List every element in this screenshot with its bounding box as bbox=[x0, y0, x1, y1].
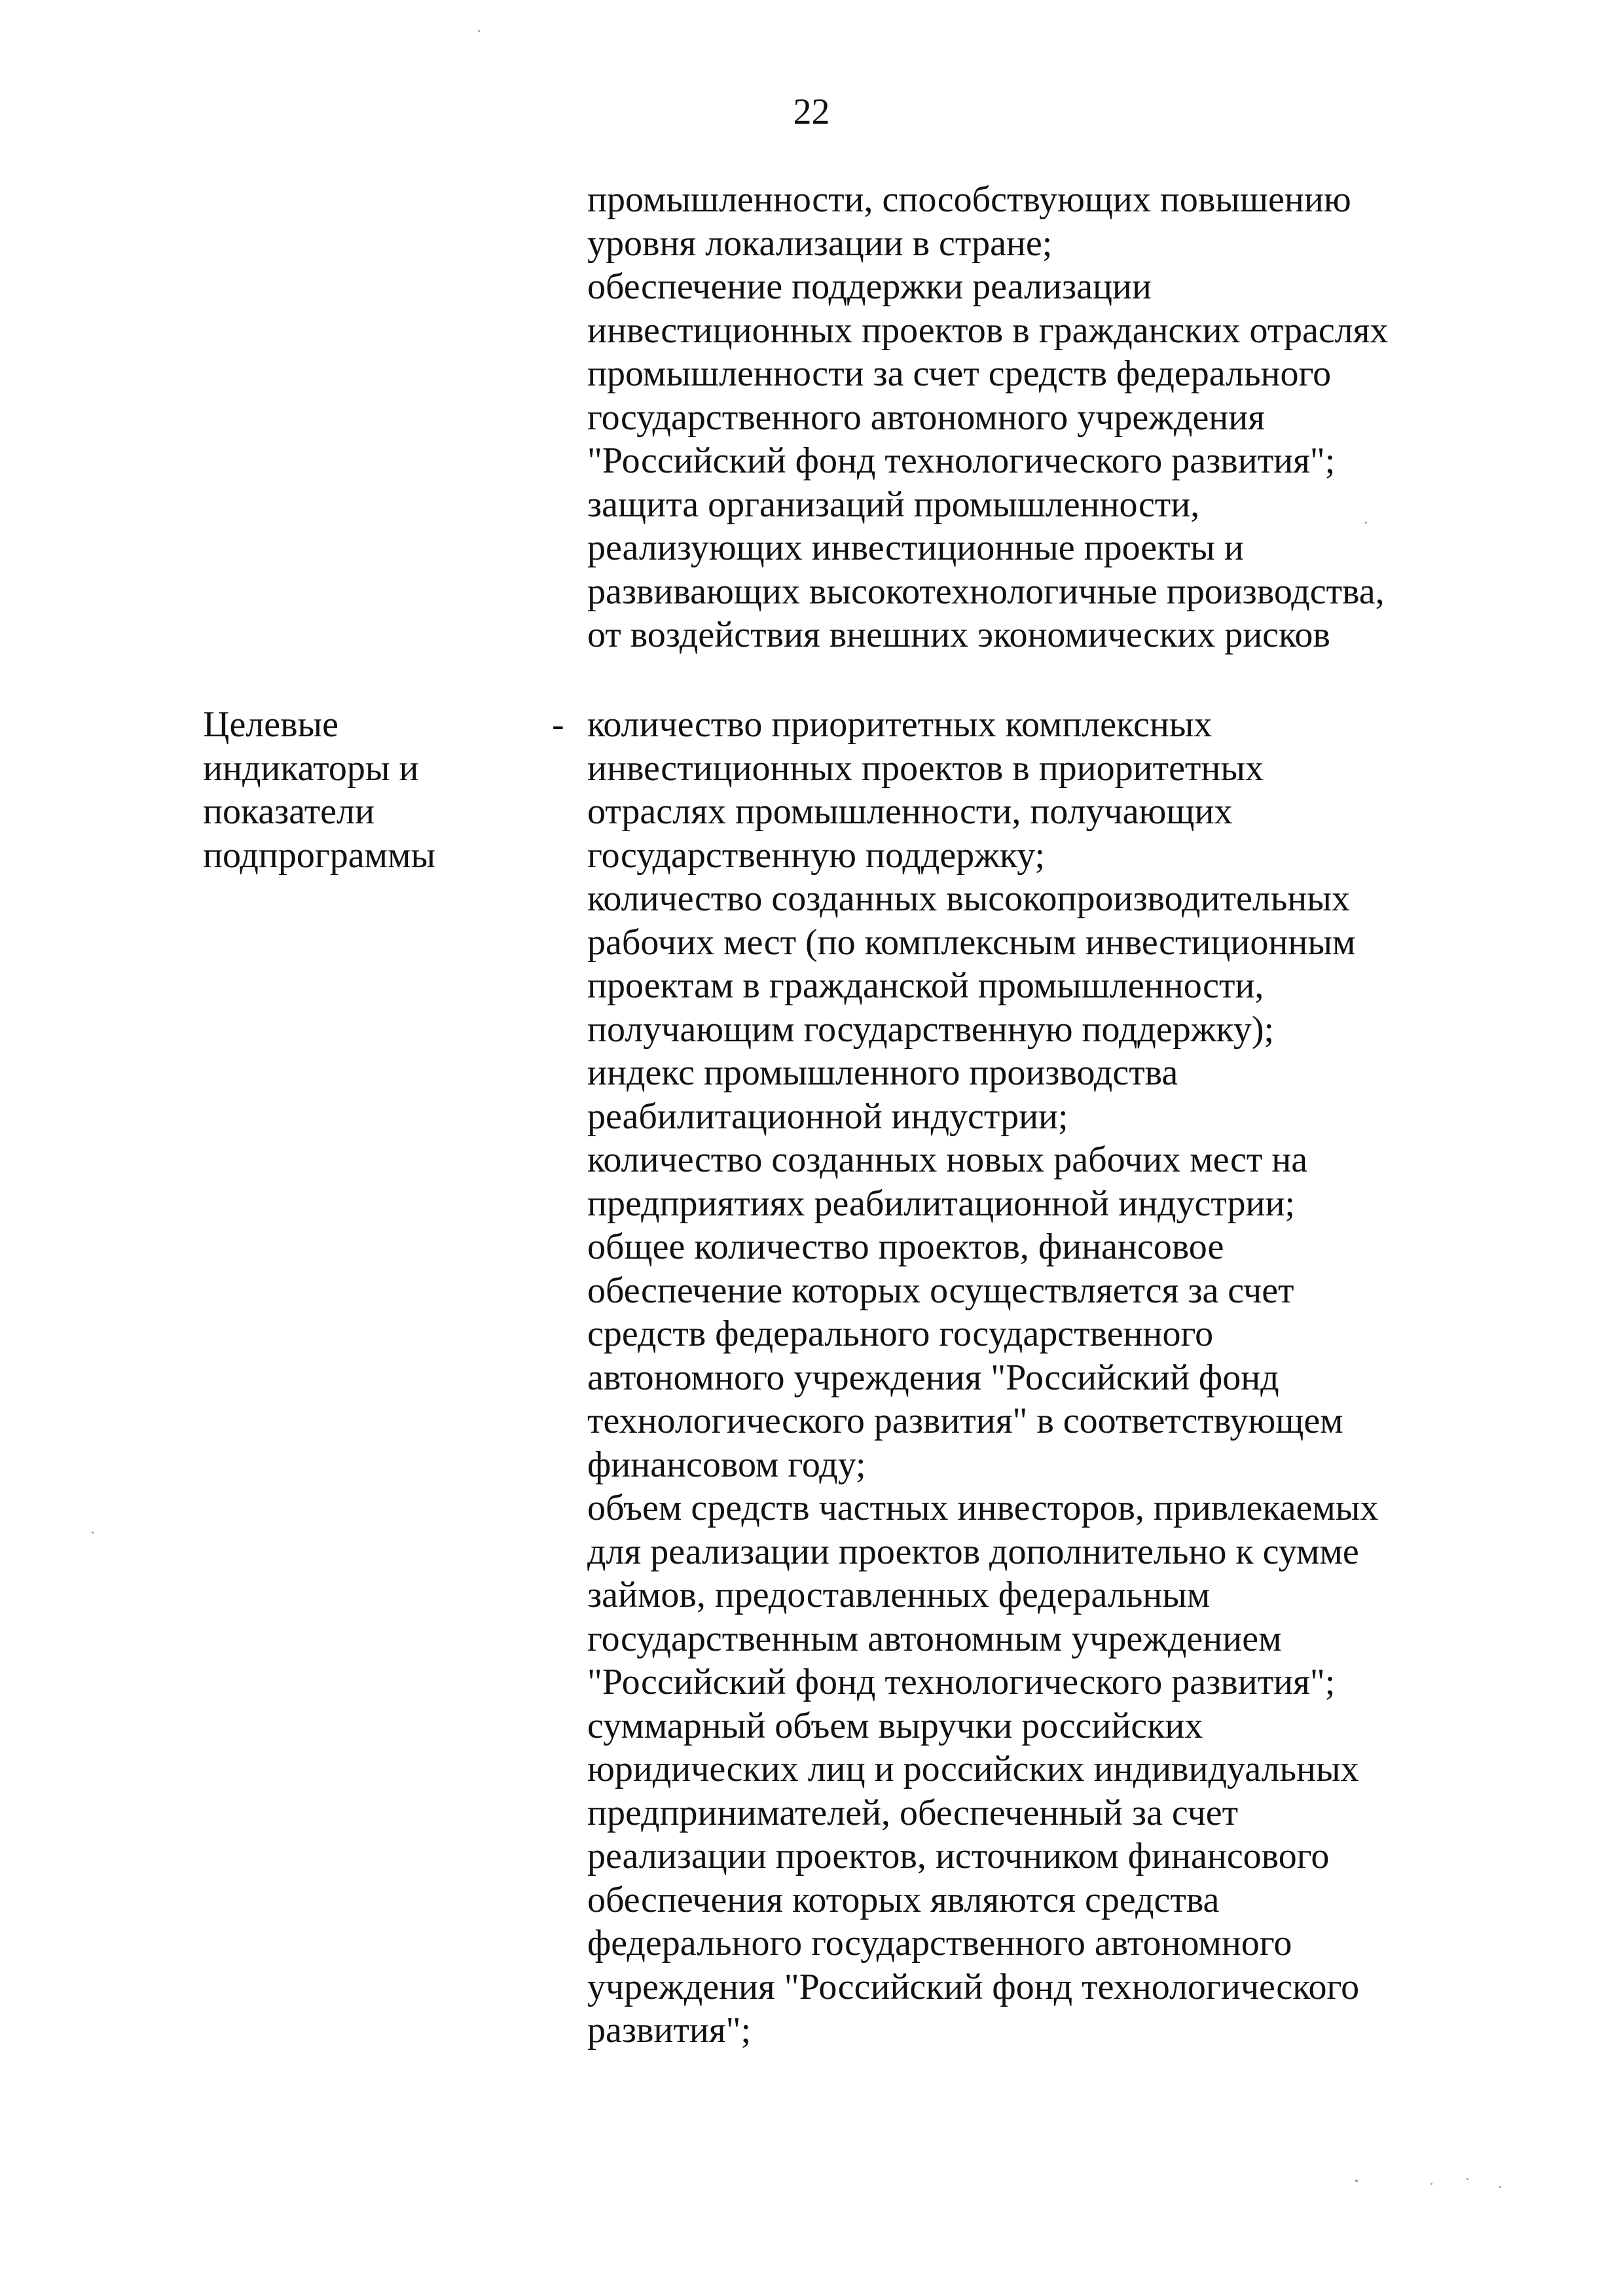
text-line: общее количество проектов, финансовое bbox=[587, 1227, 1224, 1267]
scan-speck bbox=[1467, 2178, 1468, 2180]
text-line: "Российский фонд технологического развития"; bbox=[587, 440, 1336, 481]
text-line: инвестиционных проектов в приоритетных bbox=[587, 747, 1264, 789]
scan-speck bbox=[478, 30, 480, 32]
label-dash: - bbox=[552, 704, 564, 745]
text-line: учреждения "Российский фонд технологического bbox=[587, 1966, 1360, 2007]
indicators-section-label bbox=[203, 703, 435, 877]
text-line: реализации проектов, источником финансового bbox=[587, 1836, 1330, 1876]
label-line: подпрограммы bbox=[203, 834, 436, 876]
indicators-text bbox=[587, 703, 1530, 2053]
text-line: количество созданных новых рабочих мест на bbox=[587, 1139, 1308, 1180]
text-line: получающим государственную поддержку); bbox=[587, 1009, 1275, 1050]
text-line: предприятиях реабилитационной индустрии; bbox=[587, 1183, 1296, 1224]
text-line: реабилитационной индустрии; bbox=[587, 1096, 1068, 1137]
text-line: государственную поддержку; bbox=[587, 834, 1046, 876]
text-line: от воздействия внешних экономических рисков bbox=[587, 615, 1330, 655]
text-line: проектам в гражданской промышленности, bbox=[587, 965, 1264, 1006]
text-line: уровня локализации в стране; bbox=[587, 223, 1053, 264]
text-line: юридических лиц и российских индивидуальных bbox=[587, 1749, 1359, 1789]
label-line: показатели bbox=[203, 791, 374, 832]
text-line: займов, предоставленных федеральным bbox=[587, 1575, 1211, 1615]
scan-speck bbox=[1365, 522, 1367, 524]
text-line: обеспечение поддержки реализации bbox=[587, 266, 1152, 307]
text-line: количество приоритетных комплексных bbox=[587, 704, 1213, 745]
label-line: Целевые bbox=[203, 704, 339, 745]
text-line: количество созданных высокопроизводительных bbox=[587, 878, 1350, 919]
text-line: для реализации проектов дополнительно к сумме bbox=[587, 1531, 1359, 1572]
text-line: федерального государственного автономного bbox=[587, 1923, 1292, 1964]
text-line: государственным автономным учреждением bbox=[587, 1618, 1282, 1659]
continuation-text bbox=[587, 178, 1530, 657]
text-line: объем средств частных инвесторов, привлекаемых bbox=[587, 1488, 1379, 1528]
text-line: обеспечения которых являются средства bbox=[587, 1879, 1220, 1920]
text-line: индекс промышленного производства bbox=[587, 1052, 1178, 1093]
text-line: автономного учреждения "Российский фонд bbox=[587, 1357, 1279, 1398]
text-line: отраслях промышленности, получающих bbox=[587, 791, 1233, 832]
text-line: средств федерального государственного bbox=[587, 1314, 1214, 1354]
text-line: защита организаций промышленности, bbox=[587, 484, 1200, 525]
scan-speck bbox=[1431, 2183, 1432, 2185]
scan-speck bbox=[92, 1532, 94, 1534]
text-line: развития"; bbox=[587, 2010, 752, 2051]
text-line: технологического развития" в соответствующем bbox=[587, 1401, 1343, 1441]
text-line: обеспечение которых осуществляется за счет bbox=[587, 1270, 1294, 1311]
label-line: индикаторы и bbox=[203, 747, 419, 789]
text-line: "Российский фонд технологического развития"; bbox=[587, 1662, 1336, 1702]
text-line: развивающих высокотехнологичные производства, bbox=[587, 571, 1385, 612]
text-line: промышленности за счет средств федерального bbox=[587, 353, 1332, 394]
text-line: предпринимателей, обеспеченный за счет bbox=[587, 1792, 1239, 1833]
text-line: государственного автономного учреждения bbox=[587, 397, 1265, 438]
text-line: суммарный объем выручки российских bbox=[587, 1705, 1203, 1746]
text-line: промышленности, способствующих повышению bbox=[587, 179, 1351, 220]
page-number: 22 bbox=[793, 92, 830, 132]
scan-speck bbox=[1499, 2186, 1501, 2188]
text-line: рабочих мест (по комплексным инвестиционным bbox=[587, 922, 1356, 963]
text-line: инвестиционных проектов в гражданских отраслях bbox=[587, 310, 1389, 351]
text-line: реализующих инвестиционные проекты и bbox=[587, 528, 1244, 568]
scan-speck bbox=[1355, 2179, 1358, 2182]
text-line: финансовом году; bbox=[587, 1444, 866, 1485]
